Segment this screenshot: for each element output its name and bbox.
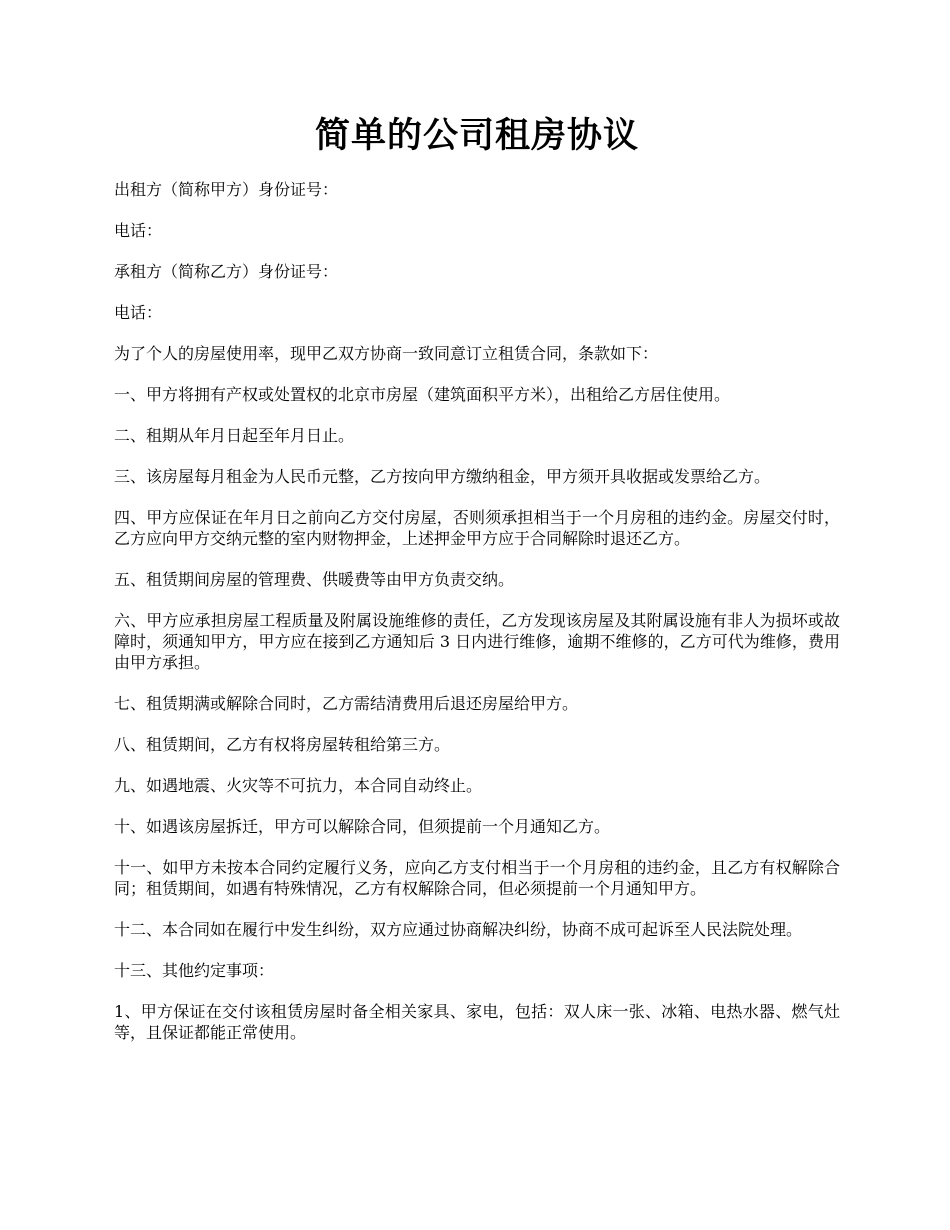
document-page — [114, 0, 840, 1043]
clause-7: 七、租赁期满或解除合同时，乙方需结清费用后退还房屋给甲方。 — [114, 694, 579, 713]
clause-10: 十、如遇该房屋拆迁，甲方可以解除合同，但须提前一个月通知乙方。 — [114, 817, 611, 836]
clause-11: 十一、如甲方未按本合同约定履行义务，应向乙方支付相当于一个月房租的违约金，且乙方有权解除合同；租赁期间，如遇有特殊情况，乙方有权解除合同，但必须提前一个月通知甲方。 — [114, 858, 840, 898]
clause-13: 十三、其他约定事项： — [114, 961, 275, 980]
clause-8: 八、租赁期间，乙方有权将房屋转租给第三方。 — [114, 735, 451, 754]
sub-clause-1: 1、甲方保证在交付该租赁房屋时备全相关家具、家电，包括：双人床一张、冰箱、电热水器、燃气灶等，且保证都能正常使用。 — [114, 1002, 840, 1042]
lessor-phone-line: 电话： — [114, 221, 163, 240]
clause-6: 六、甲方应承担房屋工程质量及附属设施维修的责任，乙方发现该房屋及其附属设施有非人为损坏或故障时，须通知甲方，甲方应在接到乙方通知后 3 日内进行维修，逾期不维修的，乙方可代为维修，费用由甲方承担。 — [114, 611, 840, 672]
clause-3: 三、该房屋每月租金为人民币元整，乙方按向甲方缴纳租金，甲方须开具收据或发票给乙方。 — [114, 467, 771, 486]
clause-9: 九、如遇地震、火灾等不可抗力，本合同自动终止。 — [114, 776, 483, 795]
lessor-id-line: 出租方（简称甲方）身份证号： — [114, 180, 339, 199]
clause-5: 五、租赁期间房屋的管理费、供暖费等由甲方负责交纳。 — [114, 570, 515, 589]
document-title: 简单的公司租房协议 — [314, 115, 639, 156]
clause-1: 一、甲方将拥有产权或处置权的北京市房屋（建筑面积平方米），出租给乙方居住使用。 — [114, 385, 731, 404]
clause-12: 十二、本合同如在履行中发生纠纷，双方应通过协商解决纠纷，协商不成可起诉至人民法院处理。 — [114, 920, 803, 939]
lessee-phone-line: 电话： — [114, 303, 163, 322]
lessee-id-line: 承租方（简称乙方）身份证号： — [114, 262, 339, 281]
preamble-paragraph: 为了个人的房屋使用率，现甲乙双方协商一致同意订立租赁合同，条款如下： — [114, 344, 659, 363]
clause-2: 二、租期从年月日起至年月日止。 — [114, 426, 355, 445]
clause-4: 四、甲方应保证在年月日之前向乙方交付房屋，否则须承担相当于一个月房租的违约金。房屋交付时，乙方应向甲方交纳元整的室内财物押金，上述押金甲方应于合同解除时退还乙方。 — [114, 508, 840, 548]
